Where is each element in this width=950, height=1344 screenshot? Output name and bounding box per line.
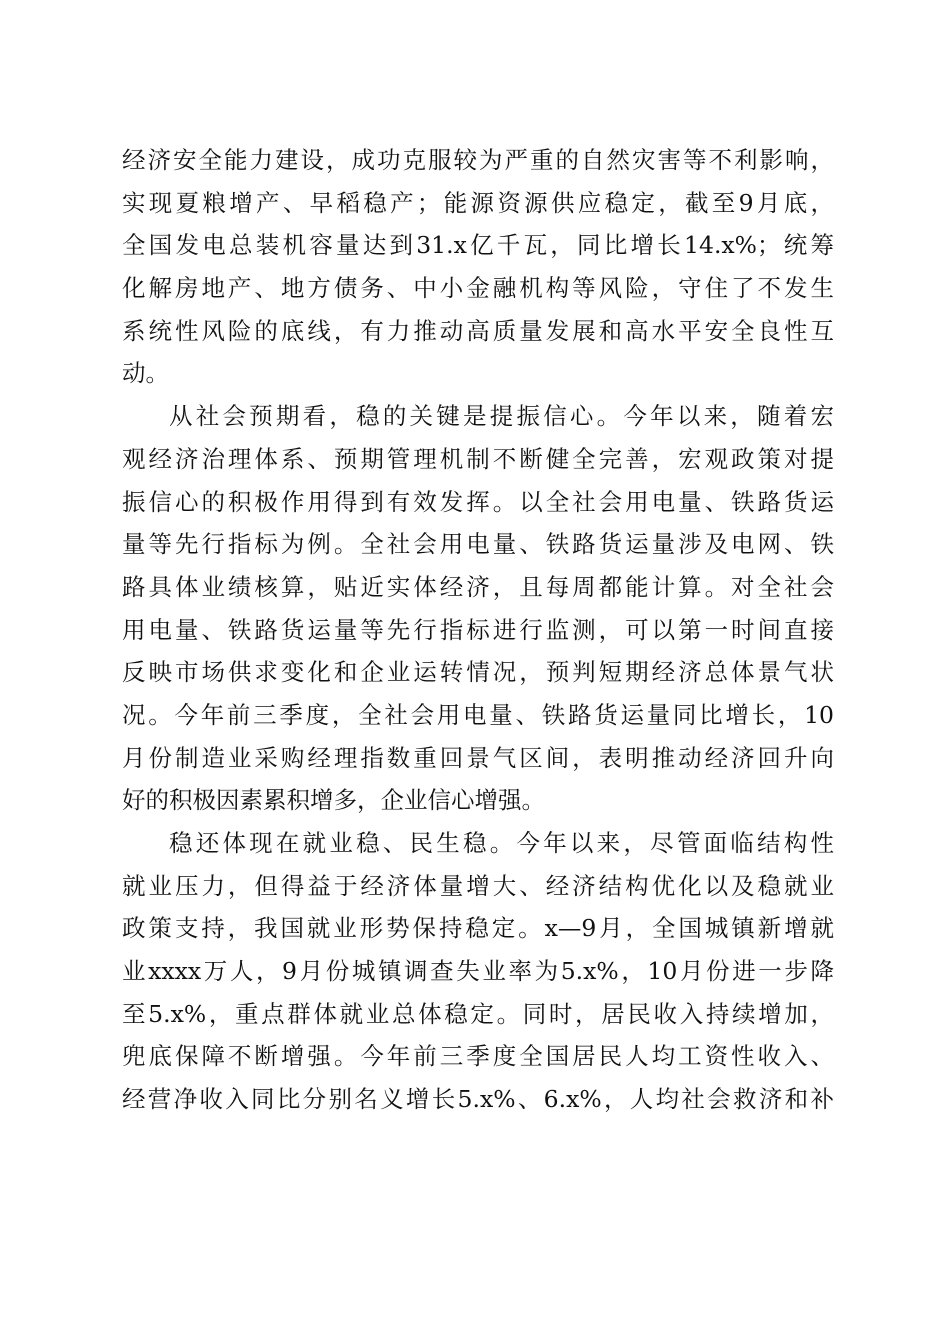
text-line: 路具体业绩核算，贴近实体经济，且每周都能计算。对全社会: [122, 572, 834, 601]
text-line: 政策支持，我国就业形势保持稳定。x—9月，全国城镇新增就: [122, 914, 834, 943]
text-line: 用电量、铁路货运量等先行指标进行监测，可以第一时间直接: [122, 615, 834, 644]
paragraph-2: [122, 395, 834, 822]
document-page: [122, 139, 834, 1121]
paragraph-3: [122, 822, 834, 1121]
text-line: 况。今年前三季度，全社会用电量、铁路货运量同比增长，10: [122, 700, 834, 729]
text-line: 经济安全能力建设，成功克服较为严重的自然灾害等不利影响，: [122, 146, 834, 174]
text-line: 至5.x%，重点群体就业总体稳定。同时，居民收入持续增加，: [122, 999, 834, 1028]
text-line: 系统性风险的底线，有力推动高质量发展和高水平安全良性互: [122, 316, 834, 345]
text-line: 月份制造业采购经理指数重回景气区间，表明推动经济回升向: [122, 743, 834, 772]
text-line: 从社会预期看，稳的关键是提振信心。今年以来，随着宏: [169, 402, 834, 431]
text-line: 经营净收入同比分别名义增长5.x%、6.x%，人均社会救济和补: [122, 1085, 834, 1114]
text-line: 全国发电总装机容量达到31.x亿千瓦，同比增长14.x%；统筹: [122, 231, 834, 260]
text-line: 化解房地产、地方债务、中小金融机构等风险，守住了不发生: [122, 274, 834, 303]
text-line: 动。: [122, 359, 169, 388]
text-line: 好的积极因素累积增多，企业信心增强。: [122, 786, 545, 815]
text-line: 观经济治理体系、预期管理机制不断健全完善，宏观政策对提: [122, 444, 834, 473]
text-line: 反映市场供求变化和企业运转情况，预判短期经济总体景气状: [122, 658, 834, 687]
text-line: 实现夏粮增产、早稻稳产；能源资源供应稳定，截至9月底，: [122, 188, 834, 217]
text-line: 量等先行指标为例。全社会用电量、铁路货运量涉及电网、铁: [122, 530, 834, 559]
text-line: 就业压力，但得益于经济体量增大、经济结构优化以及稳就业: [122, 871, 834, 900]
text-line: 业xxxx万人，9月份城镇调查失业率为5.x%，10月份进一步降: [122, 957, 834, 986]
text-line: 振信心的积极作用得到有效发挥。以全社会用电量、铁路货运: [122, 487, 834, 516]
text-line: 兜底保障不断增强。今年前三季度全国居民人均工资性收入、: [122, 1042, 834, 1071]
text-line: 稳还体现在就业稳、民生稳。今年以来，尽管面临结构性: [169, 829, 834, 857]
paragraph-1: [122, 139, 834, 395]
